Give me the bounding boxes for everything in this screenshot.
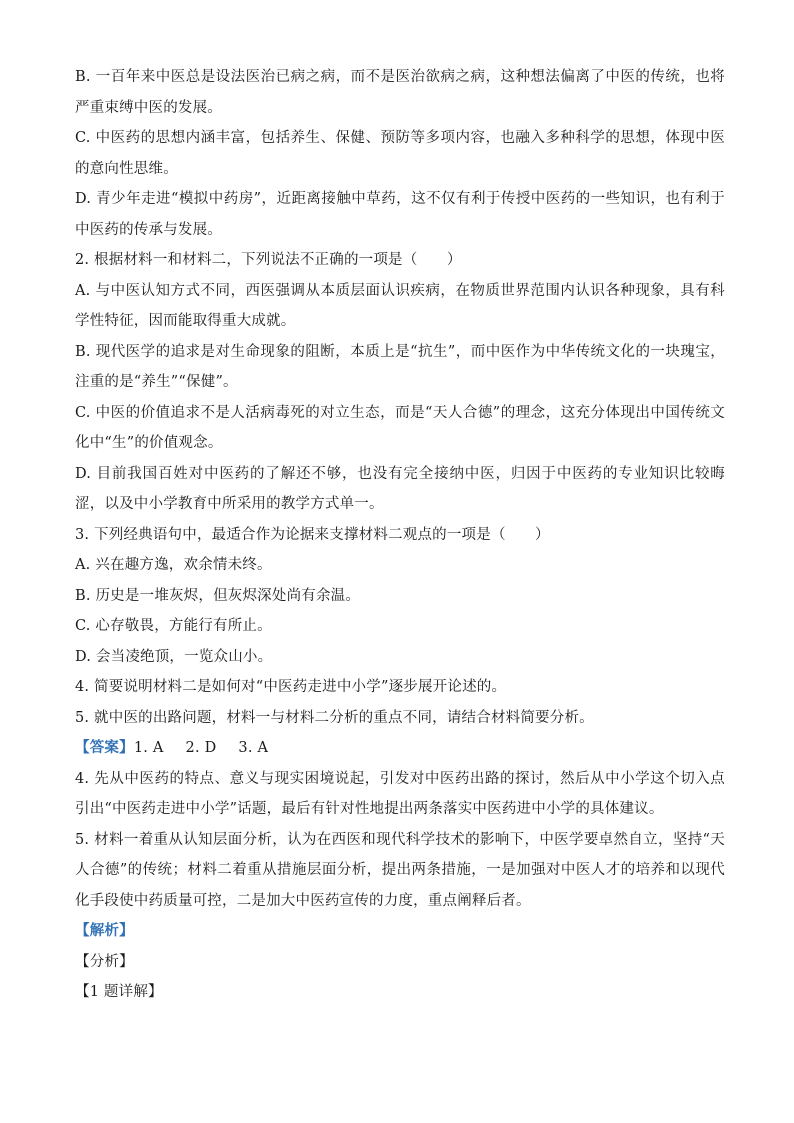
q3-option-d: D. 会当凌绝顶，一览众山小。 [75, 648, 273, 665]
fenxi-label: 【分析】 [75, 953, 134, 970]
q4-stem: 4. 简要说明材料二是如何对“中医药走进中小学”逐步展开论述的。 [75, 679, 507, 695]
q3-stem: 3. 下列经典语句中，最适合作为论据来支撑材料二观点的一项是（ ） [75, 526, 550, 543]
q5-stem: 5. 就中医的出路问题，材料一与材料二分析的重点不同，请结合材料简要分析。 [75, 709, 594, 726]
q2-stem: 2. 根据材料一和材料二，下列说法不正确的一项是（ ） [75, 252, 462, 268]
analysis-tag: 【解析】 [75, 922, 134, 939]
detail-label: 【1 题详解】 [75, 984, 163, 1000]
q2-option-a: A. 与中医认知方式不同，西医强调从本质层面认识疾病，在物质世界范围内认识各种现象，具有科学性特征，因而能取得重大成就。 [75, 282, 725, 329]
q2-option-c: C. 中医的价值追求不是人活病毒死的对立生态，而是“天人合德”的理念，这充分体现出中国传统文化中“生”的价值观念。 [75, 404, 725, 451]
answer-5: 5. 材料一着重从认知层面分析，认为在西医和现代科学技术的影响下，中医学要卓然自立，坚持“天人合德”的传统；材料二着重从措施层面分析，提出两条措施，一是加强对中医人才的培养和以现代化手段使中药质量可控，二是加大中医药宣传的力度，重点阐释后者。 [75, 831, 725, 909]
answer-1: 1. A [133, 740, 164, 756]
q1-option-c: C. 中医药的思想内涵丰富，包括养生、保健、预防等多项内容，也融入多种科学的思想，体现中医的意向性思维。 [75, 130, 725, 177]
q1-option-d: D. 青少年走进“模拟中药房”，近距离接触中草药，这不仅有利于传授中医药的一些知识，也有利于中医药的传承与发展。 [75, 191, 725, 238]
answer-line [75, 733, 725, 764]
q3-option-a: A. 兴在趣方逸，欢余情未终。 [75, 557, 272, 573]
q1-option-b: B. 一百年来中医总是设法医治已病之病，而不是医治欲病之病，这种想法偏离了中医的传统，也将严重束缚中医的发展。 [75, 69, 725, 116]
q2-option-d: D. 目前我国百姓对中医药的了解还不够，也没有完全接纳中医，归因于中医药的专业知识比较晦涩，以及中小学教育中所采用的教学方式单一。 [75, 465, 725, 512]
answer-3: 3. A [238, 740, 269, 756]
q3-option-c: C. 心存敬畏，方能行有所止。 [75, 618, 272, 634]
document-page [75, 62, 725, 1008]
answer-2: 2. D [185, 740, 217, 756]
answer-4: 4. 先从中医药的特点、意义与现实困境说起，引发对中医药出路的探讨，然后从中小学这个切入点引出“中医药走进中小学”话题，最后有针对性地提出两条落实中医药进中小学的具体建议。 [75, 770, 725, 817]
q2-option-b: B. 现代医学的追求是对生命现象的阻断，本质上是“抗生”，而中医作为中华传统文化的一块瑰宝，注重的是“养生”“保健”。 [75, 343, 725, 390]
answer-tag: 【答案】 [75, 739, 134, 756]
q3-option-b: B. 历史是一堆灰烬，但灰烬深处尚有余温。 [75, 587, 361, 604]
